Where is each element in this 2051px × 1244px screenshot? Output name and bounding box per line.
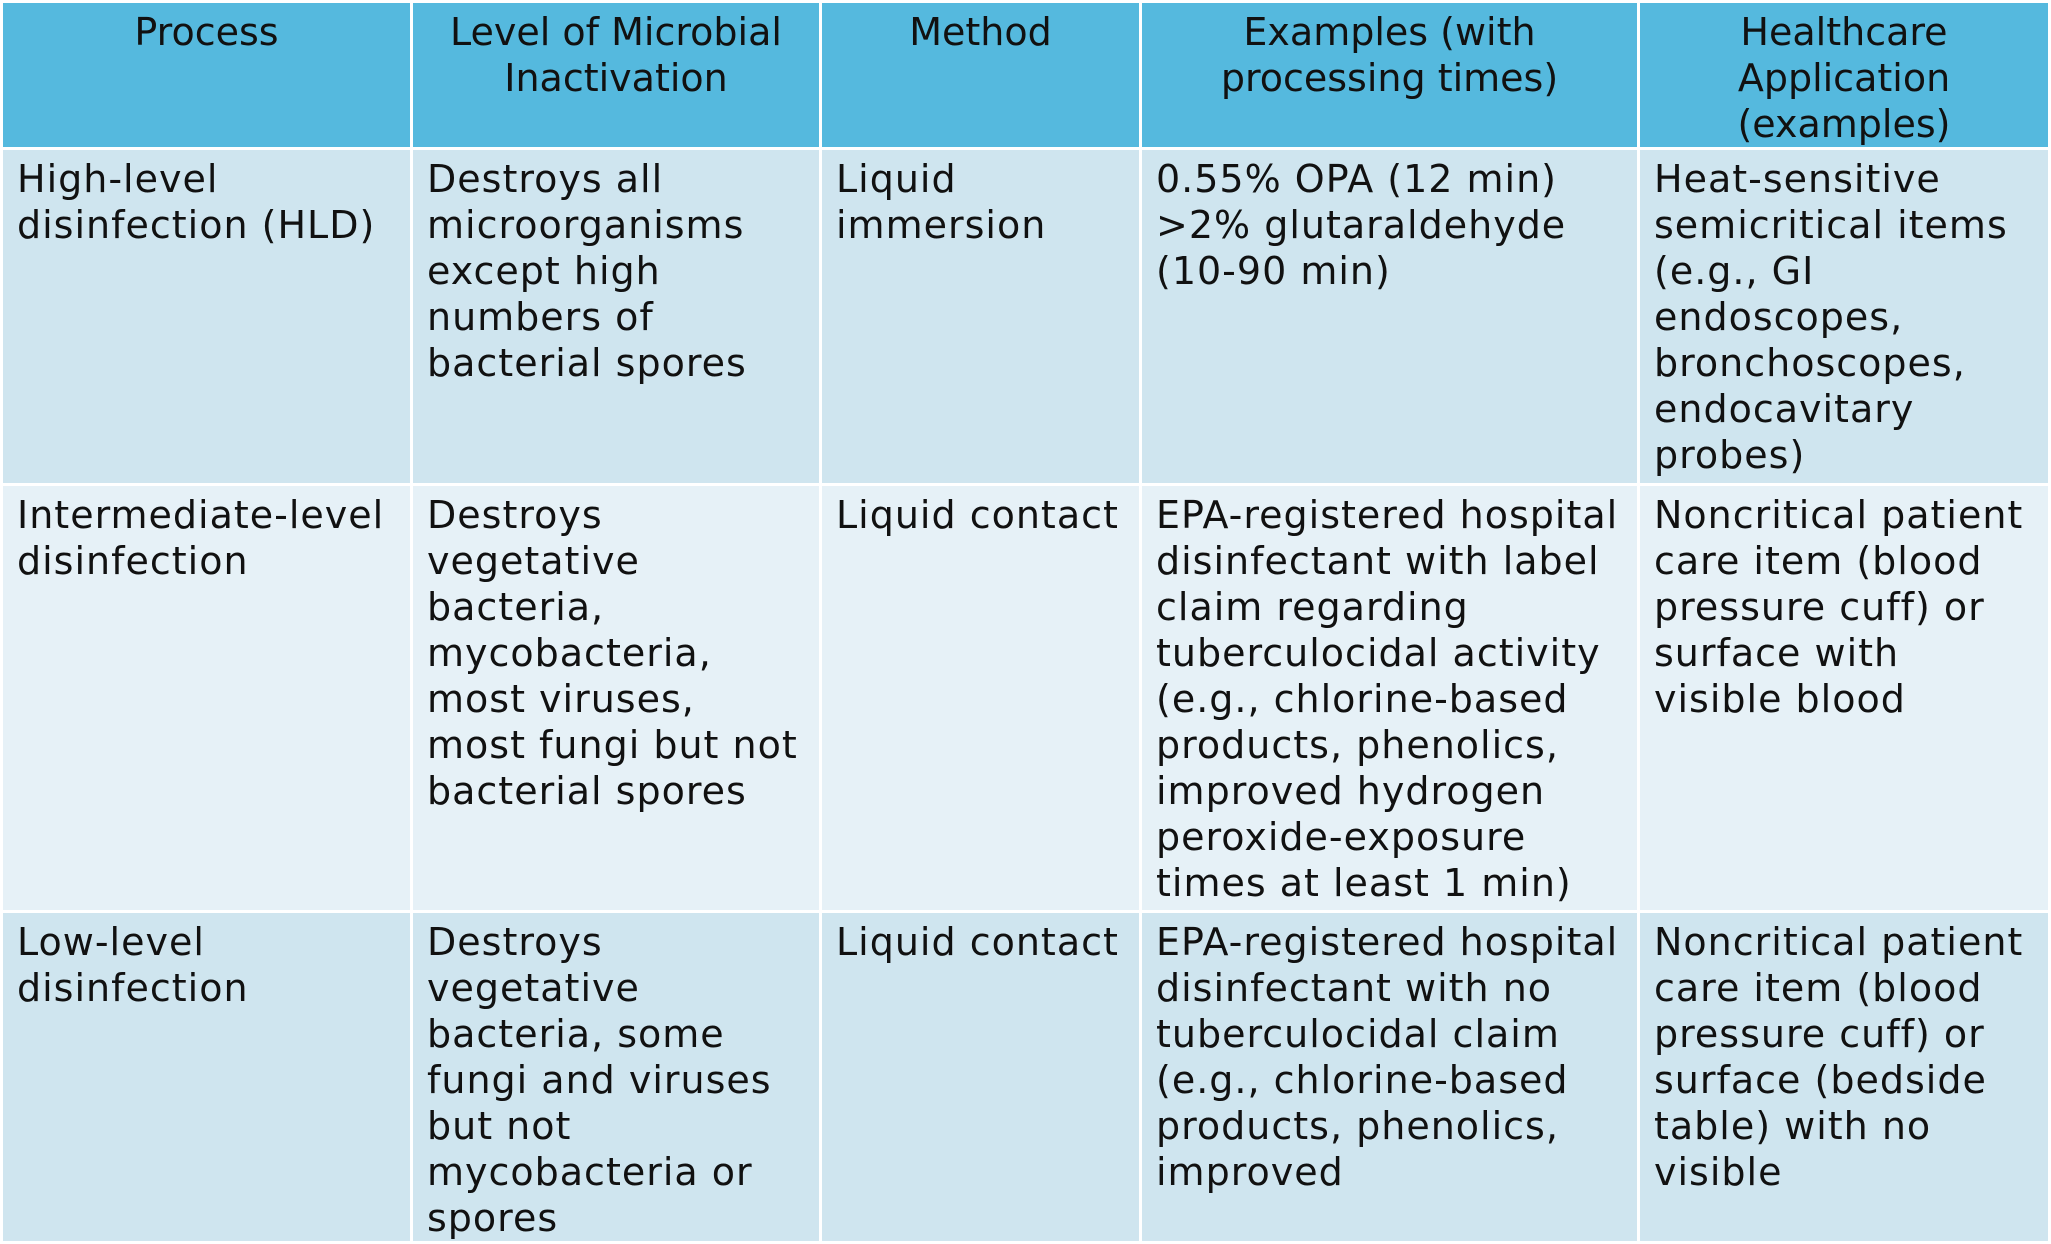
cell-examples: EPA-registered hospital disinfectant with label claim regarding tuberculocidal activity (e.g., chlorine-based products, phenolics, improved hydrogen peroxide-exposure times at least 1 min) [1141, 485, 1639, 912]
cell-application: Heat-sensitive semicritical items (e.g., GI endoscopes, bronchoscopes, endocavitary probes) [1639, 149, 2050, 485]
cell-application: Noncritical patient care item (blood pressure cuff) or surface with visible blood [1639, 485, 2050, 912]
cell-level: Destroys all microorganisms except high numbers of bacterial spores [412, 149, 821, 485]
cell-examples: 0.55% OPA (12 min) >2% glutaraldehyde (10-90 min) [1141, 149, 1639, 485]
cell-examples: EPA-registered hospital disinfectant with no tuberculocidal claim (e.g., chlorine-based products, phenolics, improved [1141, 912, 1639, 1243]
cell-method: Liquid contact [821, 485, 1141, 912]
cell-level: Destroys vegetative bacteria, mycobacteria, most viruses, most fungi but not bacterial spores [412, 485, 821, 912]
cell-process: Low-level disinfection [2, 912, 412, 1243]
header-level-of-inactivation: Level of Microbial Inactivation [412, 2, 821, 149]
table-row [2, 485, 2050, 912]
table-row [2, 912, 2050, 1243]
header-healthcare-application: Healthcare Application (examples) [1639, 2, 2050, 149]
table-row [2, 149, 2050, 485]
header-examples: Examples (with processing times) [1141, 2, 1639, 149]
cell-level: Destroys vegetative bacteria, some fungi and viruses but not mycobacteria or spores [412, 912, 821, 1243]
header-method: Method [821, 2, 1141, 149]
cell-application: Noncritical patient care item (blood pressure cuff) or surface (bedside table) with no visible [1639, 912, 2050, 1243]
cell-method: Liquid contact [821, 912, 1141, 1243]
cell-process: Intermediate-level disinfection [2, 485, 412, 912]
cell-process: High-level disinfection (HLD) [2, 149, 412, 485]
header-process: Process [2, 2, 412, 149]
table-header-row [2, 2, 2050, 149]
cell-method: Liquid immersion [821, 149, 1141, 485]
